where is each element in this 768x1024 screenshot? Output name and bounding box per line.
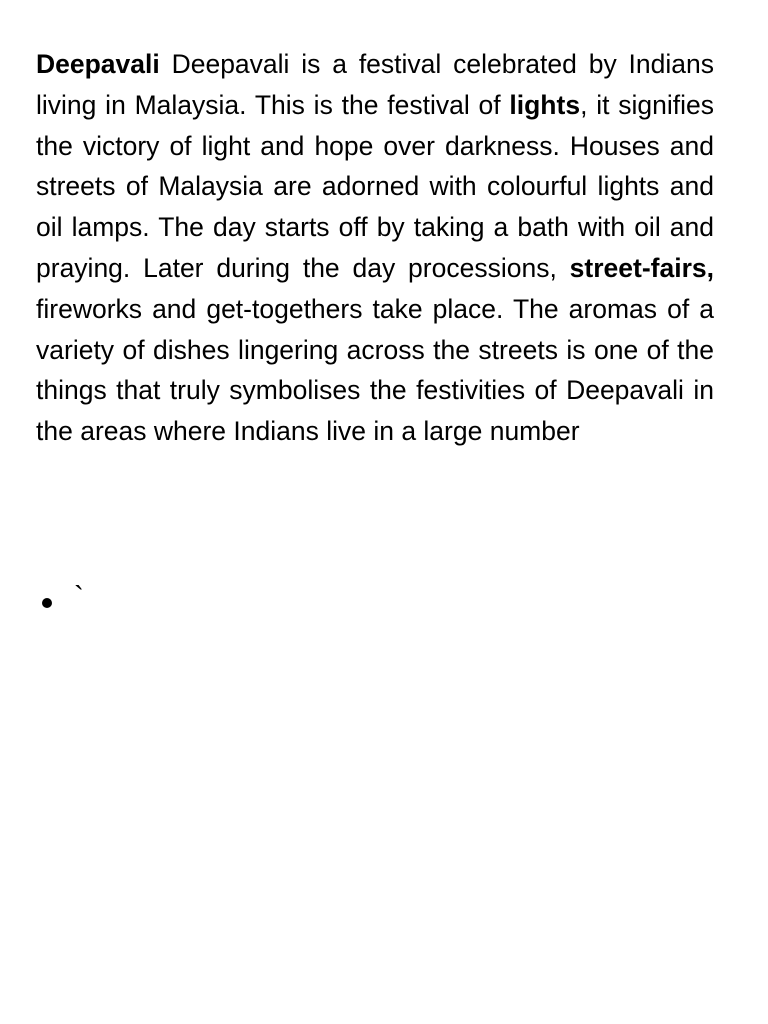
bullet-item [42,578,84,618]
body-paragraph [36,44,714,452]
paragraph-segment-3: fireworks and get-togethers take place. The aromas of a variety of dishes lingering across the streets is one of the things that truly symbolises the festivities of Deepavali in the areas where Indians live in a large number [36,293,714,447]
paragraph-title: Deepavali [36,49,160,79]
bullet-text: ` [74,581,84,614]
paragraph-segment-2: , it signifies the victory of light and hope over darkness. Houses and streets of Malaysia are adorned with colourful lights and oil lamps. The day starts off by taking a bath with oil and praying. Later during the day processions, [36,89,714,283]
bullet-dot-icon [42,598,52,608]
paragraph-bold-lights: lights [509,89,581,120]
paragraph-segment-1: Deepavali is a festival celebrated by Indians living in Malaysia. This is the festival of [36,49,714,120]
paragraph-bold-street-fairs: street-fairs, [569,252,714,283]
